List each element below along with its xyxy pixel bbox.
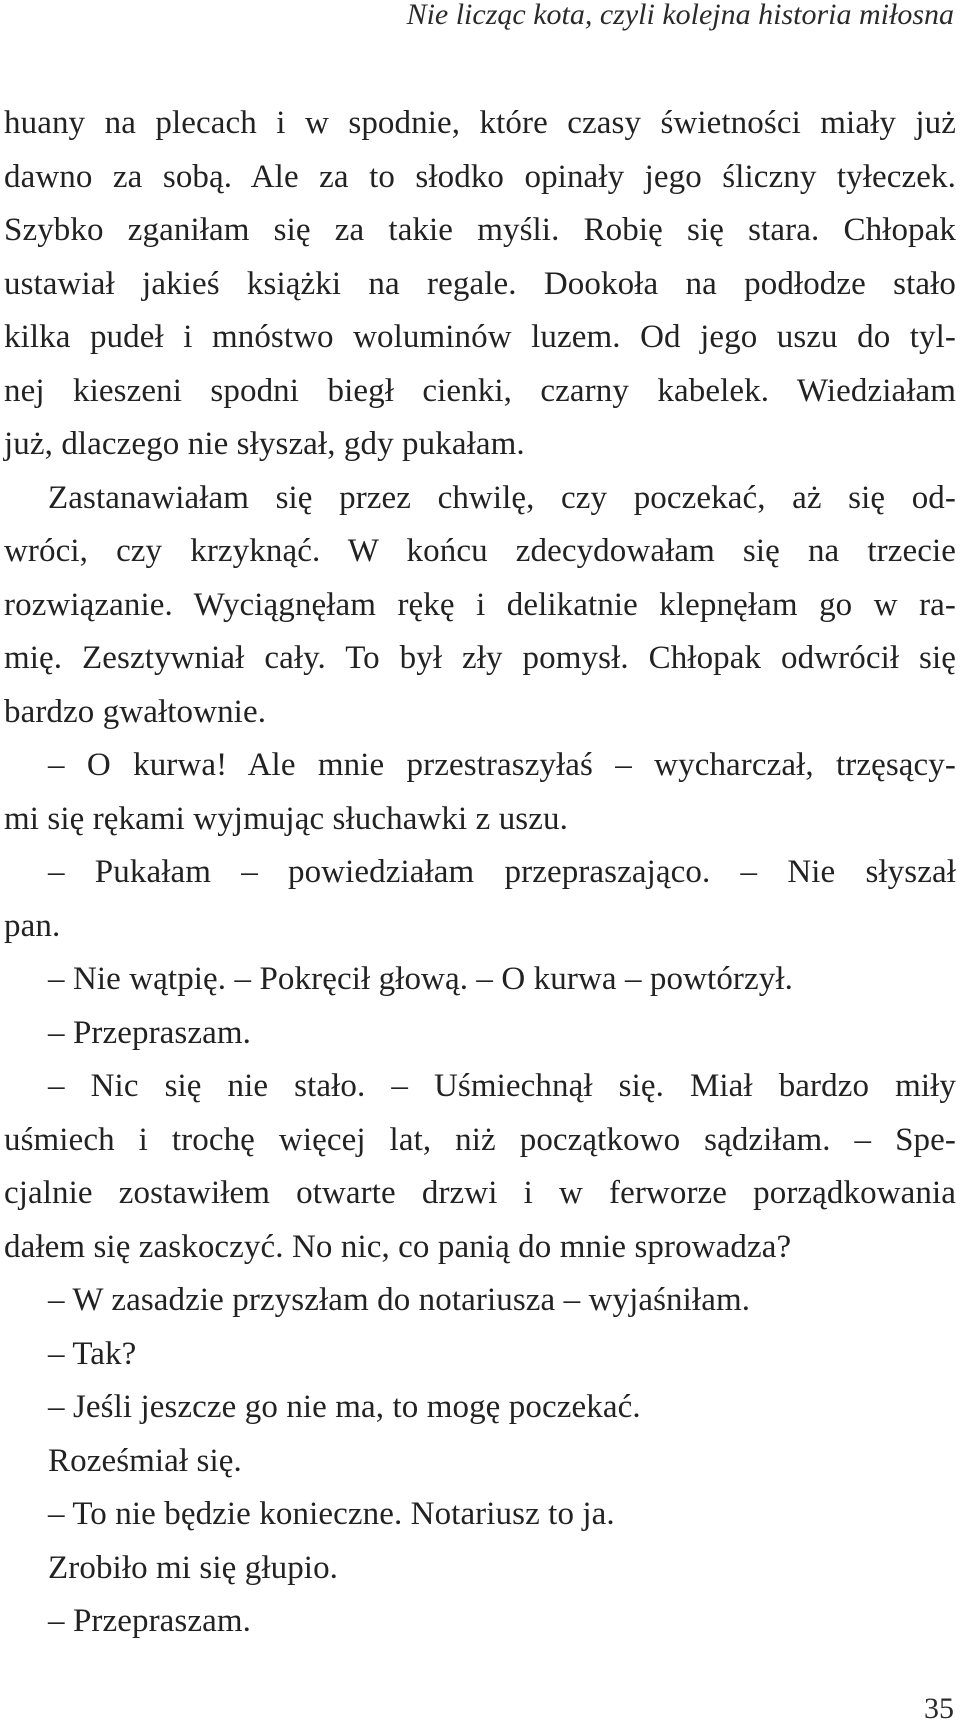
text-line: Zastanawiałam się przez chwilę, czy poczekać, aż się od- — [48, 479, 956, 516]
text-line: bardzo gwałtownie. — [4, 693, 267, 730]
text-line: dawno za sobą. Ale za to słodko opinały jego śliczny tyłeczek. — [4, 158, 956, 195]
running-header: Nie licząc kota, czyli kolejna historia miłosna — [406, 0, 954, 31]
text-line: nej kieszeni spodni biegł cienki, czarny kabelek. Wiedziałam — [4, 372, 956, 409]
text-line: cjalnie zostawiłem otwarte drzwi i w ferworze porządkowania — [4, 1175, 956, 1211]
text-line: uśmiech i trochę więcej lat, niż początkowo sądziłam. – Spe- — [4, 1121, 956, 1158]
text-line: – W zasadzie przyszłam do notariusza – wyjaśniłam. — [48, 1282, 751, 1318]
text-line: – Jeśli jeszcze go nie ma, to mogę poczekać. — [48, 1389, 641, 1425]
text-line: – Przepraszam. — [48, 1603, 251, 1639]
text-line: dałem się zaskoczyć. No nic, co panią do mnie sprowadza? — [4, 1228, 792, 1265]
text-line: pan. — [4, 907, 61, 944]
text-line: Roześmiał się. — [48, 1442, 242, 1479]
text-line: – Tak? — [48, 1335, 137, 1372]
text-line: – O kurwa! Ale mnie przestraszyłaś – wycharczał, trzęsący- — [48, 747, 956, 783]
text-line: już, dlaczego nie słyszał, gdy pukałam. — [4, 426, 525, 462]
text-line: – Pukałam – powiedziałam przepraszająco. – Nie słyszał — [48, 854, 956, 890]
text-line: ustawiał jakieś książki na regale. Dookoła na podłodze stało — [4, 265, 956, 302]
text-line: – To nie będzie konieczne. Notariusz to ja. — [48, 1496, 615, 1532]
text-line: mię. Zesztywniał cały. To był zły pomysł. Chłopak odwrócił się — [4, 640, 956, 676]
body-text — [4, 97, 956, 1649]
text-line: Zrobiło mi się głupio. — [48, 1549, 339, 1586]
text-line: wróci, czy krzyknąć. W końcu zdecydowałam się na trzecie — [4, 533, 956, 569]
text-line: – Nie wątpię. – Pokręcił głową. – O kurwa – powtórzył. — [48, 961, 793, 997]
text-line: – Przepraszam. — [48, 1014, 251, 1051]
text-line: rozwiązanie. Wyciągnęłam rękę i delikatnie klepnęłam go w ra- — [4, 586, 956, 623]
text-line: kilka pudeł i mnóstwo woluminów luzem. Od jego uszu do tyl- — [4, 319, 956, 355]
page-number: 35 — [924, 1692, 954, 1725]
text-line: – Nic się nie stało. – Uśmiechnął się. Miał bardzo miły — [48, 1068, 956, 1104]
text-line: huany na plecach i w spodnie, które czasy świetności miały już — [4, 105, 956, 141]
text-line: Szybko zganiłam się za takie myśli. Robię się stara. Chłopak — [4, 212, 956, 248]
text-line: mi się rękami wyjmując słuchawki z uszu. — [4, 800, 568, 837]
